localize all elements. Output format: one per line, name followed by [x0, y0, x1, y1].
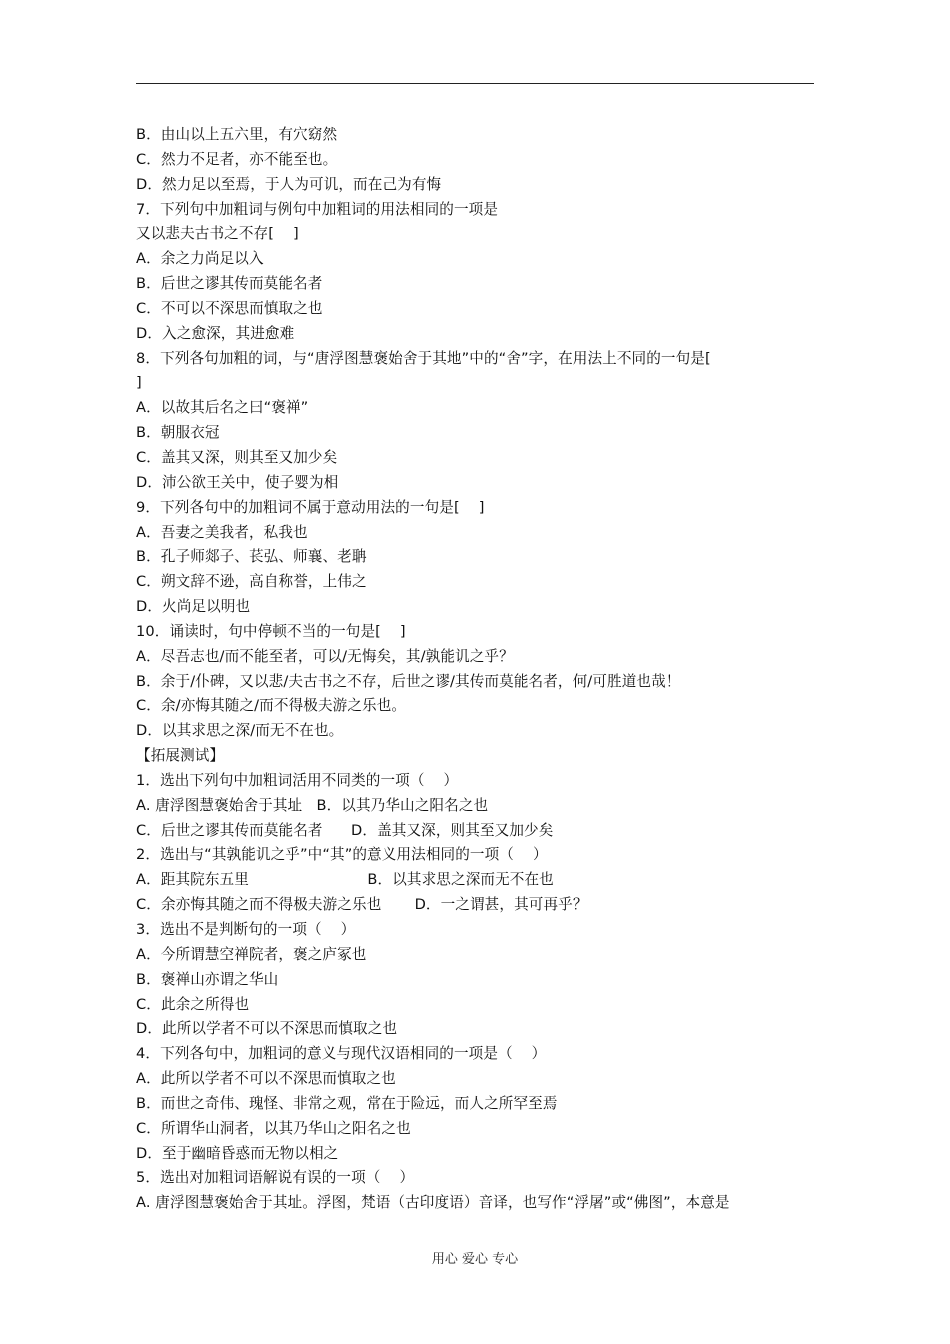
option-line: A．今所谓慧空禅院者，褒之庐冢也 — [136, 945, 367, 963]
option-line: A．距其院东五里 B．以其求思之深而无不在也 — [136, 871, 554, 889]
option-line: A．吾妻之美我者，私我也 — [136, 523, 308, 541]
option-line: D．入之愈深，其进愈难 — [136, 324, 295, 342]
question-stem: 1．选出下列句中加粗词活用不同类的一项（ ） — [136, 771, 459, 789]
option-line: C．余亦悔其随之而不得极夫游之乐也 D．一之谓甚，其可再乎？ — [136, 896, 588, 914]
option-line: B．余于/仆碑，又以悲/夫古书之不存，后世之谬/其传而莫能名者，何/可胜道也哉！ — [136, 672, 681, 690]
question-stem: 5．选出对加粗词语解说有误的一项（ ） — [136, 1169, 415, 1187]
text-line: D．然力足以至焉，于人为可讥，而在己为有悔 — [136, 175, 442, 193]
text-line: 又以悲夫古书之不存[ ] — [136, 225, 299, 243]
header-rule — [136, 83, 814, 84]
option-line: D．沛公欲王关中，使子婴为相 — [136, 473, 339, 491]
question-stem: 8．下列各句加粗的词，与“唐浮图慧褒始舍于其地”中的“舍”字，在用法上不同的一句是[ — [136, 349, 711, 367]
option-line: D．火尚足以明也 — [136, 598, 251, 616]
question-stem: 2．选出与“其孰能讥之乎”中“其”的意义用法相同的一项（ ） — [136, 846, 548, 864]
option-line: C．余/亦悔其随之/而不得极夫游之乐也。 — [136, 697, 407, 715]
option-line: A. 唐浮图慧褒始舍于其址。浮图，梵语（古印度语）音译，也写作“浮屠”或“佛图”，本意是 — [136, 1194, 730, 1212]
text-line: ] — [136, 374, 142, 392]
option-line: C．朔文辞不逊，高自称誉，上伟之 — [136, 573, 367, 591]
question-stem: 7．下列句中加粗词与例句中加粗词的用法相同的一项是 — [136, 200, 499, 218]
question-stem: 10．诵读时，句中停顿不当的一句是[ ] — [136, 622, 406, 640]
question-stem: 3．选出不是判断句的一项（ ） — [136, 921, 356, 938]
option-line: D．此所以学者不可以不深思而慎取之也 — [136, 1020, 398, 1038]
option-line: C．此余之所得也 — [136, 995, 250, 1013]
option-line: D．至于幽暗昏惑而无物以相之 — [136, 1144, 339, 1162]
option-line: D．以其求思之深/而无不在也。 — [136, 722, 344, 740]
text-line: B．由山以上五六里，有穴窈然 — [136, 126, 338, 143]
option-line: C．所谓华山洞者，以其乃华山之阳名之也 — [136, 1119, 411, 1137]
text-line: C．然力不足者，亦不能至也。 — [136, 150, 338, 168]
option-line: A．此所以学者不可以不深思而慎取之也 — [136, 1070, 396, 1088]
option-line: B．褒禅山亦谓之华山 — [136, 970, 279, 988]
question-stem: 9．下列各句中的加粗词不属于意动用法的一句是[ ] — [136, 498, 485, 516]
option-line: B．朝服衣冠 — [136, 424, 220, 442]
section-heading: 【拓展测试】 — [136, 747, 225, 765]
option-line: C．盖其又深，则其至又加少矣 — [136, 448, 338, 466]
option-line: C．后世之谬其传而莫能名者 D．盖其又深，则其至又加少矣 — [136, 821, 554, 839]
option-line: B．孔子师郯子、苌弘、师襄、老聃 — [136, 548, 367, 566]
option-line: A．以故其后名之曰“褒禅” — [136, 399, 309, 417]
option-line: C．不可以不深思而慎取之也 — [136, 299, 323, 317]
document-body — [136, 123, 826, 1216]
option-line: B．后世之谬其传而莫能名者 — [136, 275, 323, 293]
option-line: A．尽吾志也/而不能至者，可以/无悔矣，其/孰能讥之乎？ — [136, 647, 514, 665]
question-stem: 4．下列各句中，加粗词的意义与现代汉语相同的一项是（ ） — [136, 1045, 547, 1063]
page-footer: 用心 爱心 专心 — [431, 1252, 519, 1267]
option-line: A．余之力尚足以入 — [136, 250, 264, 268]
option-line: A. 唐浮图慧褒始舍于其址 B．以其乃华山之阳名之也 — [136, 796, 489, 814]
option-line: B．而世之奇伟、瑰怪、非常之观，常在于险远，而人之所罕至焉 — [136, 1094, 558, 1112]
